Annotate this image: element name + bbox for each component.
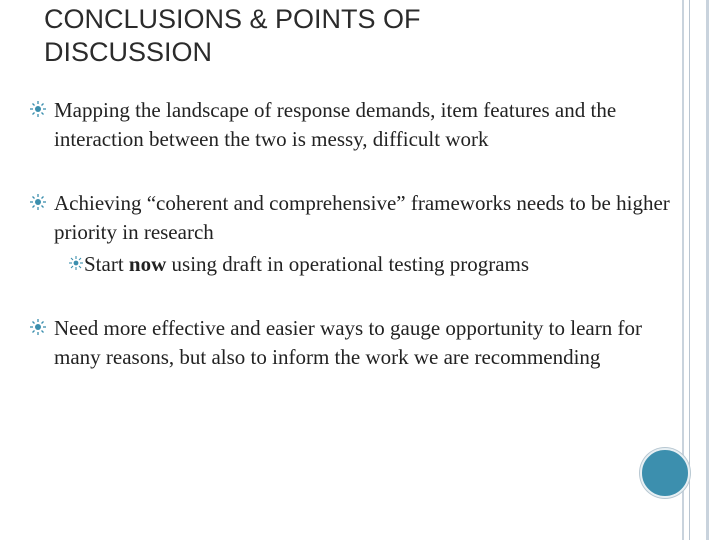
sub-bullet-emphasis: now xyxy=(128,252,167,276)
sun-icon xyxy=(30,100,46,118)
slide-title xyxy=(44,3,644,69)
bullet-text: Need more effective and easier ways to gauge opportunity to learn for many reasons, but also to inform the work we are recommending xyxy=(54,316,642,369)
bullet-item xyxy=(30,96,670,154)
sun-icon xyxy=(30,318,46,336)
sun-icon xyxy=(30,193,46,211)
bullet-item xyxy=(30,189,670,279)
sub-bullet-text-start: Start xyxy=(84,252,129,276)
decorative-rule xyxy=(689,0,690,540)
sub-bullet-item xyxy=(54,250,670,279)
title-line-2: DISCUSSION xyxy=(44,37,213,67)
sub-bullet-text-end: using draft in operational testing programs xyxy=(166,252,530,276)
bullet-text: Mapping the landscape of response demands, item features and the interaction between the two is messy, difficult work xyxy=(54,98,617,151)
bullet-text: Achieving “coherent and comprehensive” frameworks needs to be higher priority in research xyxy=(54,191,670,244)
title-line-1: CONCLUSIONS & POINTS OF xyxy=(44,4,421,34)
decorative-rule xyxy=(706,0,709,540)
decorative-circle xyxy=(640,448,690,498)
sun-icon xyxy=(54,254,84,272)
bullet-item xyxy=(30,314,670,372)
bullet-list xyxy=(30,96,670,372)
